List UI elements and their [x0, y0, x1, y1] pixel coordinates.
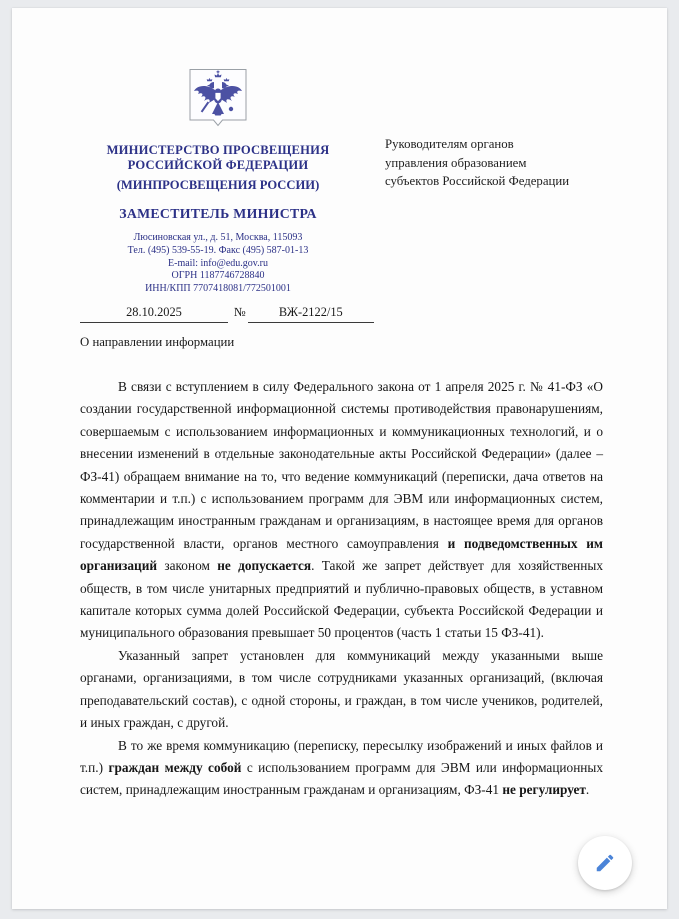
deputy-minister-title: ЗАМЕСТИТЕЛЬ МИНИСТРА	[119, 206, 317, 222]
coat-of-arms-icon	[187, 68, 249, 128]
ministry-short-name: (МИНПРОСВЕЩЕНИЯ РОССИИ)	[116, 177, 320, 192]
bold-text-run: не допускается	[217, 558, 312, 574]
ministry-name-line2: РОССИЙСКОЙ ФЕДЕРАЦИИ	[127, 157, 309, 172]
bold-text-run: граждан между собой	[108, 759, 242, 775]
phone-fax-line: Тел. (495) 539-55-19. Факс (495) 587-01-13	[127, 244, 309, 256]
addressee-line1: Руководителям органов	[385, 137, 514, 151]
pencil-icon	[594, 852, 616, 874]
text-run: Указанный запрет установлен для коммуникаций между указанными выше органами, организациями, в том числе сотрудниками указанных организаций, (включая преподавательский состав), с одной стороны, и граждан, в том числе учеников, родителей, и иных граждан, с другой.	[80, 647, 603, 731]
number-field: ВЖ-2122/15	[248, 305, 374, 323]
ogrn-line: ОГРН 1187746728840	[171, 270, 265, 282]
inn-kpp-line: ИНН/КПП 7707418081/772501001	[145, 282, 291, 294]
text-run: . Такой же запрет действует для хозяйственных обществ, в том числе унитарных предприятий и публично-правовых обществ, в уставном капитале которых сумма долей Российской Федерации, субъекта Российской Федерации и муниципального образования превышает 50 процентов (часть 1 статьи 15 ФЗ-41).	[80, 558, 603, 641]
ministry-name	[62, 143, 374, 173]
contact-block	[62, 232, 374, 295]
addressee-block	[385, 135, 635, 191]
body-paragraph	[80, 735, 603, 802]
body-paragraph	[80, 376, 603, 645]
text-run: законом	[157, 558, 218, 574]
letterhead	[62, 68, 374, 295]
subject-line: О направлении информации	[80, 335, 235, 349]
body-paragraph	[80, 645, 603, 735]
number-sign: №	[234, 305, 246, 319]
text-run: В связи с вступлением в силу Федерального закона от 1 апреля 2025 г. № 41-ФЗ «О создании государственной информационной системы противодействия правонарушениям, совершаемым с использованием информационных и коммуникационных технологий, и о внесении изменений в отдельные законодательные акты Российской Федерации» (далее – ФЗ-41) обращаем внимание на то, что ведение коммуникаций (переписки, дача ответов на комментарии и т.п.) с использованием программ для ЭВМ или информационных систем, принадлежащим иностранным гражданам и организациям, в настоящее время для органов государственной власти, органов местного самоуправления	[80, 379, 603, 551]
address-line: Люсиновская ул., д. 51, Москва, 115093	[133, 232, 303, 244]
addressee-line3: субъектов Российской Федерации	[385, 174, 570, 189]
bold-text-run: и подведомственных им организаций	[80, 535, 603, 574]
text-run: с использованием программ для ЭВМ или информационных систем, принадлежащим иностранным гражданам и организациям, ФЗ-41	[80, 759, 604, 798]
document-page	[12, 8, 667, 909]
addressee-line2: управления образованием	[385, 155, 527, 170]
date-field: 28.10.2025	[80, 305, 228, 323]
edit-fab-button[interactable]	[578, 836, 632, 890]
date-number-row	[80, 305, 400, 323]
email-line: E-mail: info@edu.gov.ru	[168, 257, 268, 269]
letter-body	[80, 376, 603, 802]
ministry-name-line1: МИНИСТЕРСТВО ПРОСВЕЩЕНИЯ	[106, 143, 330, 157]
text-run: В то же время коммуникацию (переписку, пересылку изображений и иных файлов и т.п.)	[80, 737, 603, 775]
text-run: .	[585, 782, 590, 798]
bold-text-run: не регулирует	[502, 782, 586, 798]
